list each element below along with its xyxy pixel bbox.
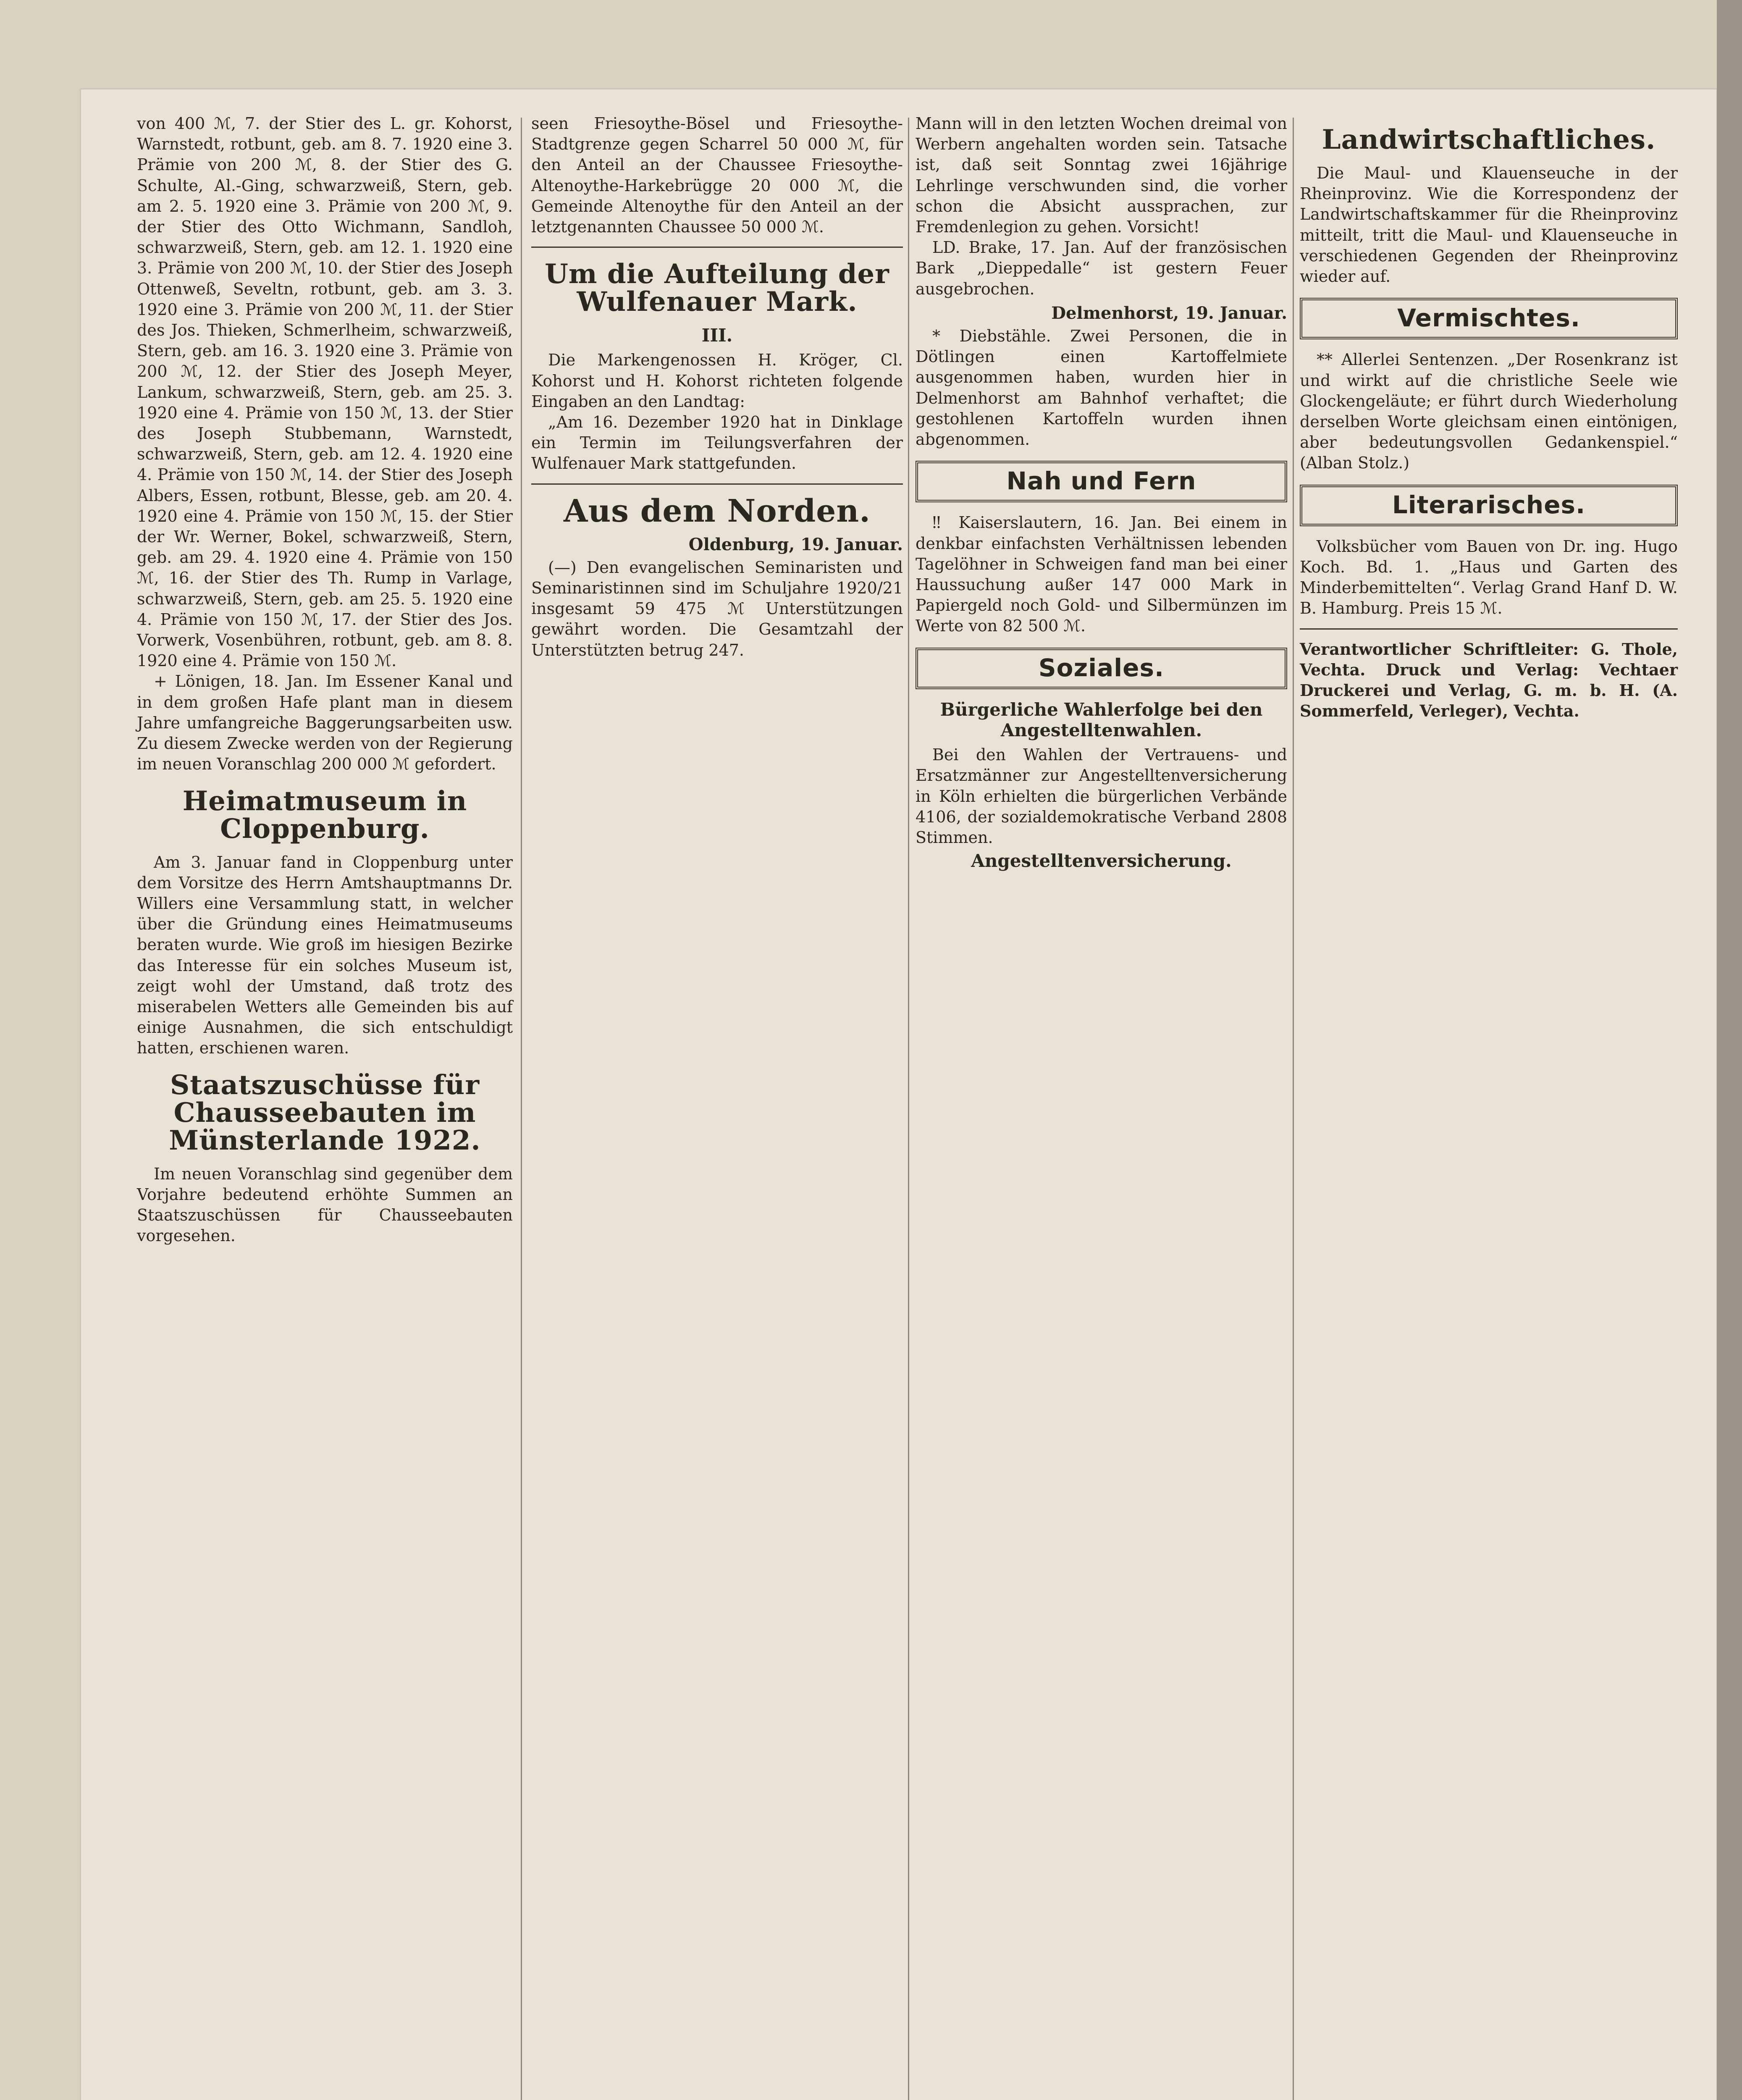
- column-2: [531, 113, 903, 661]
- headline-landwirtschaftliches: Landwirtschaftliches.: [1322, 124, 1656, 155]
- article-text: ‼ Kaiserslautern, 16. Jan. Bei einem in denkbar einfachsten Verhältnissen lebenden Tagelöhner in Schweigen fand man bei einer Haussuchung außer 147 000 Mark in Papiergeld noch Gold- und Silbermünzen im Werte von 82 500 ℳ.: [916, 513, 1287, 635]
- article-text: (—) Den evangelischen Seminaristen und Seminaristinnen sind im Schuljahre 1920/21 insgesamt 59 475 ℳ Unterstützungen gewährt worden. Die Gesamtzahl der Unterstützten betrug 247.: [531, 558, 903, 659]
- subheadline: Angestelltenversicherung.: [971, 850, 1232, 872]
- divider: [1300, 628, 1678, 630]
- binding-edge: [1717, 0, 1742, 2100]
- section-header-nah-und-fern: Nah und Fern: [916, 461, 1287, 502]
- article-text: Mann will in den letzten Wochen dreimal von Werbern angehalten worden sein. Tatsache ist, daß seit Sonntag zwei 16jährige Lehrlinge verschwunden sind, die vorher schon die Absicht aussprachen, zur Fremdenlegion zu gehen. Vorsicht!: [916, 114, 1287, 236]
- headline-staatszuschuesse: Staatszuschüsse für Chausseebauten im Münsterlande 1922.: [169, 1069, 481, 1156]
- article-text: Die Markengenossen H. Kröger, Cl. Kohorst und H. Kohorst richteten folgende Eingaben an den Landtag:: [531, 351, 903, 411]
- section-header-literarisches: Literarisches.: [1300, 485, 1678, 526]
- article-text: von 400 ℳ, 7. der Stier des L. gr. Kohorst, Warnstedt, rotbunt, geb. am 8. 7. 1920 eine 3. Prämie von 200 ℳ, 8. der Stier des G. Schulte, Al.-Ging, schwarzweiß, Stern, geb. am 2. 5. 1920 eine 3. Prämie von 200 ℳ, 9. der Stier des Otto Wichmann, Sandloh, schwarzweiß, Stern, geb. am 12. 1. 1920 eine 3. Prämie von 200 ℳ, 10. der Stier des Joseph Ottenweß, Seveltn, rotbunt, geb. am 3. 3. 1920 eine 3. Prämie von 200 ℳ, 11. der Stier des Jos. Thieken, Schmerlheim, schwarzweiß, Stern, geb. am 16. 3. 1920 eine 3. Prämie von 200 ℳ, 12. der Stier des Joseph Meyer, Lankum, schwarzweiß, Stern, geb. am 25. 3. 1920 eine 4. Prämie von 150 ℳ, 13. der Stier des Joseph Stubbemann, Warnstedt, schwarzweiß, Stern, geb. am 12. 4. 1920 eine 4. Prämie von 150 ℳ, 14. der Stier des Joseph Albers, Essen, rotbunt, Blesse, geb. am 20. 4. 1920 eine 4. Prämie von 150 ℳ, 15. der Stier der Wr. Werner, Bokel, schwarzweiß, Stern, geb. am 29. 4. 1920 eine 4. Prämie von 150 ℳ, 16. der Stier des Th. Rump in Varlage, schwarzweiß, Stern, geb. am 25. 5. 1920 eine 4. Prämie von 150 ℳ, 17. der Stier des Jos. Vorwerk, Vosenbühren, rotbunt, geb. am 8. 8. 1920 eine 4. Prämie von 150 ℳ.: [137, 114, 513, 670]
- section-header-soziales: Soziales.: [916, 648, 1287, 689]
- divider: [531, 483, 903, 485]
- section-header-vermischtes: Vermischtes.: [1300, 298, 1678, 339]
- column-rule: [1293, 118, 1294, 2100]
- article-text: Die Maul- und Klauenseuche in der Rheinprovinz. Wie die Korrespondenz der Landwirtschaftskammer für die Rheinprovinz mitteilt, tritt die Maul- und Klauenseuche in verschiedenen Gegenden der Rheinprovinz wieder auf.: [1300, 164, 1678, 286]
- headline-aus-dem-norden: Aus dem Norden.: [564, 493, 871, 529]
- column-rule: [521, 118, 522, 2100]
- article-text: „Am 16. Dezember 1920 hat in Dinklage ein Termin im Teilungsverfahren der Wulfenauer Mark stattgefunden.: [531, 413, 903, 473]
- subheadline: Bürgerliche Wahlerfolge bei den Angestelltenwahlen.: [940, 699, 1263, 741]
- column-1: [137, 113, 513, 1246]
- column-rule: [908, 118, 909, 2100]
- article-text: Volksbücher vom Bauen von Dr. ing. Hugo Koch. Bd. 1. „Haus und Garten des Minderbemittelten“. Verlag Grand Hanf D. W. B. Hamburg. Preis 15 ℳ.: [1300, 537, 1678, 618]
- column-3: [916, 113, 1287, 876]
- dateline: Delmenhorst, 19. Januar.: [1051, 303, 1287, 323]
- dateline: Oldenburg, 19. Januar.: [688, 534, 903, 554]
- article-text: Im neuen Voranschlag sind gegenüber dem Vorjahre bedeutend erhöhte Summen an Staatszuschüssen für Chausseebauten vorgesehen.: [137, 1164, 513, 1245]
- headline-wulfenauer-mark: Um die Aufteilung der Wulfenauer Mark.: [545, 258, 889, 318]
- article-text: LD. Brake, 17. Jan. Auf der französischen Bark „Dieppedalle“ ist gestern Feuer ausgebrochen.: [916, 238, 1287, 298]
- part-number: III.: [701, 325, 733, 346]
- article-text: Bei den Wahlen der Vertrauens- und Ersatzmänner zur Angestelltenversicherung in Köln erhielten die bürgerlichen Verbände 4106, der sozialdemokratische Verband 2808 Stimmen.: [916, 746, 1287, 847]
- article-text: seen Friesoythe-Bösel und Friesoythe-Stadtgrenze gegen Scharrel 50 000 ℳ, für den Anteil an der Chaussee Friesoythe-Altenoythe-Harkebrügge 20 000 ℳ, die Gemeinde Altenoythe für den Anteil an der letztgenannten Chaussee 50 000 ℳ.: [531, 114, 903, 236]
- imprint: Verantwortlicher Schriftleiter: G. Thole, Vechta. Druck und Verlag: Vechtaer Druckerei und Verlag, G. m. b. H. (A. Sommerfeld, Verleger), Vechta.: [1300, 639, 1678, 721]
- article-text: ** Allerlei Sentenzen. „Der Rosenkranz ist und wirkt auf die christliche Seele wie Glockengeläute; er führt durch Wiederholung derselben Worte gleichsam einen eintönigen, aber bedeutungsvollen Gedankenspiel.“ (Alban Stolz.): [1300, 350, 1678, 472]
- article-text: + Lönigen, 18. Jan. Im Essener Kanal und in dem großen Hafe plant man in diesem Jahre umfangreiche Baggerungsarbeiten usw. Zu diesem Zwecke werden von der Regierung im neuen Voranschlag 200 000 ℳ gefordert.: [137, 672, 513, 774]
- column-4: [1300, 113, 1678, 721]
- headline-heimatmuseum: Heimatmuseum in Cloppenburg.: [182, 785, 467, 845]
- divider: [531, 247, 903, 248]
- article-text: Am 3. Januar fand in Cloppenburg unter dem Vorsitze des Herrn Amtshauptmanns Dr. Willers eine Versammlung statt, in welcher über die Gründung eines Heimatmuseums beraten wurde. Wie groß im hiesigen Bezirke das Interesse für ein solches Museum ist, zeigt wohl der Umstand, daß trotz des miserabelen Wetters alle Gemeinden bis auf einige Ausnahmen, die sich entschuldigt hatten, erschienen waren.: [137, 853, 513, 1058]
- article-text: * Diebstähle. Zwei Personen, die in Dötlingen einen Kartoffelmiete ausgenommen haben, wurden hier in Delmenhorst am Bahnhof verhaftet; die gestohlenen Kartoffeln wurden ihnen abgenommen.: [916, 327, 1287, 449]
